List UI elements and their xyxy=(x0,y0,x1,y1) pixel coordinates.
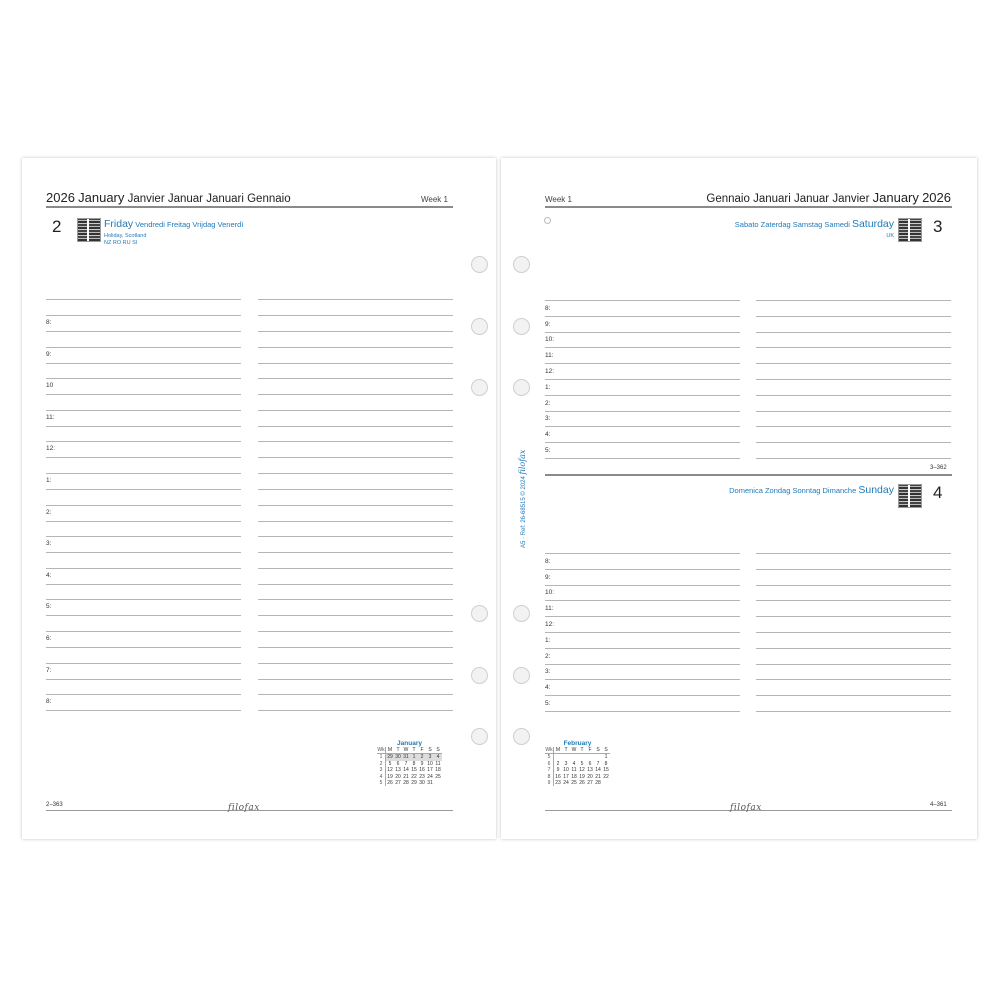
ruled-line xyxy=(258,710,453,711)
sunday-day-names xyxy=(729,484,894,496)
left-header-month: January xyxy=(78,190,125,205)
ruled-line xyxy=(46,473,241,474)
mini-calendar-day: 7 xyxy=(404,760,408,767)
left-mini-calendar-grid xyxy=(377,747,442,786)
ruled-line xyxy=(545,458,740,459)
mini-calendar-week-number: 8 xyxy=(545,774,554,780)
time-label: 10: xyxy=(545,589,555,597)
time-label: 3: xyxy=(545,668,551,676)
ruled-line xyxy=(756,347,951,348)
time-label: 12: xyxy=(545,621,555,628)
saturday-day-number: 3 xyxy=(933,217,943,236)
time-label: 3: xyxy=(545,415,551,423)
ruled-line xyxy=(545,300,740,301)
ruled-line xyxy=(258,315,453,316)
ruled-line xyxy=(46,521,241,522)
ruled-line xyxy=(46,694,241,695)
ruled-line xyxy=(258,347,453,348)
qr-code-icon[interactable] xyxy=(77,218,101,242)
left-page xyxy=(22,158,496,839)
ruled-line xyxy=(258,299,453,300)
ring-hole xyxy=(471,605,488,622)
ring-hole xyxy=(471,318,488,335)
saturday-day-names-other: Sabato Zaterdag Samstag Samedi xyxy=(734,220,850,229)
mini-calendar-day: 30 xyxy=(395,754,401,761)
mini-calendar-header: S xyxy=(594,747,602,754)
ruled-line xyxy=(756,458,951,459)
mini-calendar-day: 28 xyxy=(403,780,409,787)
left-day-number: 2 xyxy=(52,217,62,236)
ruled-line xyxy=(545,316,740,317)
time-label: 1: xyxy=(46,477,52,484)
circle-icon xyxy=(544,217,551,224)
ruled-line xyxy=(258,363,453,364)
ruled-line xyxy=(756,553,951,554)
sunday-day-number: 4 xyxy=(933,483,943,502)
time-label: 5: xyxy=(545,447,551,454)
ruled-line xyxy=(46,394,241,395)
left-holiday: Holiday, Scotland xyxy=(104,233,147,239)
mini-calendar-day: 2 xyxy=(418,754,426,761)
mini-calendar-day: 11 xyxy=(435,760,441,767)
mini-calendar-day: 3 xyxy=(564,760,568,767)
ruled-line xyxy=(258,694,453,695)
mini-calendar-header: S xyxy=(434,747,442,754)
saturday-day-name: Saturday xyxy=(851,218,894,230)
mini-calendar-header: F xyxy=(586,747,594,754)
ruled-line xyxy=(258,505,453,506)
mini-calendar-day: 5 xyxy=(580,760,584,767)
saturday-page-code: 3–362 xyxy=(930,465,947,471)
ruled-line xyxy=(258,599,453,600)
saturday-day-names xyxy=(735,218,894,230)
mini-calendar-day: 18 xyxy=(435,767,441,774)
ruled-line xyxy=(46,505,241,506)
mini-calendar-header: F xyxy=(418,747,426,754)
ruled-line xyxy=(258,331,453,332)
ruled-line xyxy=(756,569,951,570)
ruled-line xyxy=(545,664,740,665)
left-mini-calendar xyxy=(377,740,442,786)
mini-calendar-day: 6 xyxy=(588,760,592,767)
time-label: 9: xyxy=(545,320,551,328)
time-label: 10 xyxy=(46,382,54,390)
ruled-line xyxy=(545,426,740,427)
time-label: 8: xyxy=(545,557,551,565)
mini-calendar-day: 2 xyxy=(556,760,560,767)
spine-reference xyxy=(518,450,527,548)
ruled-line xyxy=(756,426,951,427)
mini-calendar-day: 8 xyxy=(412,760,416,767)
ruled-line xyxy=(756,316,951,317)
mini-calendar-day: 23 xyxy=(419,773,425,780)
ruled-line xyxy=(46,315,241,316)
ruled-line xyxy=(258,536,453,537)
time-label: 2: xyxy=(545,399,551,407)
mini-calendar-day: 22 xyxy=(411,773,417,780)
spine-text: A5 · Ref: 26-68515 © 2024 xyxy=(521,476,527,548)
ring-hole xyxy=(513,256,530,273)
ruled-line xyxy=(756,585,951,586)
ruled-line xyxy=(46,378,241,379)
time-label: 5: xyxy=(545,700,551,707)
mini-calendar-day xyxy=(570,754,578,761)
mini-calendar-day: 8 xyxy=(604,760,608,767)
right-mini-calendar xyxy=(545,740,610,786)
ring-hole xyxy=(513,379,530,396)
mini-calendar-day: 27 xyxy=(395,780,401,787)
mini-calendar-header: S xyxy=(602,747,610,754)
time-label: 4: xyxy=(46,571,52,579)
mini-calendar-day: 19 xyxy=(387,773,393,780)
mini-calendar-week-number: 2 xyxy=(377,761,386,767)
time-label: 4: xyxy=(545,684,551,692)
time-label: 7: xyxy=(46,666,52,674)
mini-calendar-header-row xyxy=(545,747,610,754)
ruled-line xyxy=(756,300,951,301)
ruled-line xyxy=(46,615,241,616)
time-label: 10: xyxy=(545,336,555,344)
mini-calendar-day: 17 xyxy=(563,773,569,780)
right-header-year: 2026 xyxy=(922,190,951,205)
mini-calendar-day: 12 xyxy=(579,767,585,774)
right-week-label: Week 1 xyxy=(545,195,572,204)
mini-calendar-day: 21 xyxy=(403,773,409,780)
time-label: 6: xyxy=(46,635,52,642)
ring-hole xyxy=(513,667,530,684)
mini-calendar-header: M xyxy=(554,747,563,754)
day-divider-rule xyxy=(545,474,952,476)
mini-calendar-header: W xyxy=(571,747,577,753)
ruled-line xyxy=(756,600,951,601)
ruled-line xyxy=(258,457,453,458)
ruled-line xyxy=(258,426,453,427)
left-header xyxy=(46,190,291,205)
ruled-line xyxy=(756,411,951,412)
ruled-line xyxy=(258,410,453,411)
mini-calendar-day: 1 xyxy=(410,754,418,761)
ring-hole xyxy=(513,605,530,622)
ruled-line xyxy=(545,600,740,601)
ruled-line xyxy=(258,394,453,395)
ruled-line xyxy=(258,441,453,442)
mini-calendar-day: 31 xyxy=(427,780,433,787)
ruled-line xyxy=(46,441,241,442)
time-label: 9: xyxy=(545,573,551,581)
mini-calendar-week-number: 3 xyxy=(377,767,386,773)
ring-hole xyxy=(471,667,488,684)
left-brand-logo: filofax xyxy=(228,803,260,813)
ruled-line xyxy=(46,489,241,490)
mini-calendar-day: 7 xyxy=(596,760,600,767)
mini-calendar-day: 25 xyxy=(435,773,441,780)
time-label: 11: xyxy=(545,352,554,360)
mini-calendar-day: 21 xyxy=(595,773,601,780)
mini-calendar-day: 24 xyxy=(427,773,433,780)
right-header-rule xyxy=(545,206,952,208)
mini-calendar-week-number: 4 xyxy=(377,774,386,780)
mini-calendar-day: 25 xyxy=(571,780,577,787)
time-label: 2: xyxy=(46,508,52,516)
ring-hole xyxy=(471,379,488,396)
ruled-line xyxy=(545,363,740,364)
mini-calendar-day: 3 xyxy=(426,754,434,761)
ruled-line xyxy=(258,679,453,680)
time-label: 8: xyxy=(46,319,52,326)
mini-calendar-day: 20 xyxy=(587,773,593,780)
time-label: 1: xyxy=(545,636,551,644)
mini-calendar-header: S xyxy=(426,747,434,754)
mini-calendar-day: 6 xyxy=(396,760,400,767)
ruled-line xyxy=(46,347,241,348)
mini-calendar-day: 24 xyxy=(563,780,569,787)
mini-calendar-header: T xyxy=(562,747,570,754)
ruled-line xyxy=(756,395,951,396)
mini-calendar-day: 23 xyxy=(555,780,561,787)
mini-calendar-day: 16 xyxy=(555,773,561,780)
mini-calendar-day: 27 xyxy=(587,780,593,787)
mini-calendar-week-row xyxy=(377,754,442,761)
qr-code-icon[interactable] xyxy=(898,484,922,508)
left-header-year: 2026 xyxy=(46,190,75,205)
ruled-line xyxy=(46,536,241,537)
left-page-code: 2–363 xyxy=(46,802,63,808)
ruled-line xyxy=(46,679,241,680)
mini-calendar-day xyxy=(562,754,570,761)
left-header-rule xyxy=(46,206,453,208)
time-label: 11: xyxy=(545,605,554,613)
mini-calendar-day: 15 xyxy=(411,767,417,774)
time-label: 3: xyxy=(46,540,52,548)
mini-calendar-week-row xyxy=(377,780,442,786)
ruled-line xyxy=(545,411,740,412)
mini-calendar-header: Wk xyxy=(545,747,553,753)
ruled-line xyxy=(756,632,951,633)
mini-calendar-day: 17 xyxy=(427,767,433,774)
mini-calendar-day: 9 xyxy=(420,760,424,767)
ruled-line xyxy=(46,568,241,569)
ruled-line xyxy=(545,679,740,680)
ruled-line xyxy=(545,648,740,649)
sunday-day-names-other: Domenica Zondag Sonntag Dimanche xyxy=(729,486,857,495)
time-label: 11: xyxy=(46,413,55,421)
ruled-line xyxy=(756,711,951,712)
mini-calendar-day: 10 xyxy=(427,760,433,767)
left-regions: NZ RO RU SI xyxy=(104,240,138,246)
ruled-line xyxy=(545,553,740,554)
mini-calendar-week-number: 5 xyxy=(545,754,554,761)
ruled-line xyxy=(545,585,740,586)
ruled-line xyxy=(756,664,951,665)
left-day-names-other: Vendredi Freitag Vrijdag Venerdì xyxy=(135,220,244,229)
mini-calendar-header: T xyxy=(394,747,402,754)
ring-hole xyxy=(471,728,488,745)
ruled-line xyxy=(756,332,951,333)
time-label: 9: xyxy=(46,350,52,358)
ruled-line xyxy=(545,711,740,712)
mini-calendar-day xyxy=(554,754,563,761)
ruled-line xyxy=(756,695,951,696)
mini-calendar-day: 14 xyxy=(403,767,409,774)
ring-hole xyxy=(471,256,488,273)
ruled-line xyxy=(545,695,740,696)
time-label: 5: xyxy=(46,603,52,611)
ring-hole xyxy=(513,728,530,745)
mini-calendar-day: 26 xyxy=(579,780,585,787)
ruled-line xyxy=(46,299,241,300)
mini-calendar-day: 9 xyxy=(556,767,560,774)
ruled-line xyxy=(756,648,951,649)
ruled-line xyxy=(258,489,453,490)
mini-calendar-week-number: 1 xyxy=(377,754,386,761)
time-label: 8: xyxy=(545,304,551,312)
mini-calendar-day: 16 xyxy=(419,767,425,774)
left-day-name: Friday xyxy=(104,218,134,230)
right-mini-calendar-grid xyxy=(545,747,610,786)
time-label: 1: xyxy=(545,383,551,391)
mini-calendar-day xyxy=(602,780,610,786)
mini-calendar-week-row xyxy=(545,780,610,786)
mini-calendar-day xyxy=(586,754,594,761)
mini-calendar-day: 18 xyxy=(571,773,577,780)
mini-calendar-day xyxy=(594,754,602,761)
saturday-regions: UK xyxy=(886,233,894,239)
ring-hole xyxy=(513,318,530,335)
ruled-line xyxy=(258,584,453,585)
ruled-line xyxy=(46,363,241,364)
mini-calendar-header: W xyxy=(403,747,409,753)
ruled-line xyxy=(46,710,241,711)
left-day-names xyxy=(104,218,243,230)
mini-calendar-day: 29 xyxy=(387,754,393,761)
ruled-line xyxy=(545,442,740,443)
mini-calendar-day: 4 xyxy=(572,760,576,767)
mini-calendar-week-number: 9 xyxy=(545,780,554,786)
mini-calendar-day xyxy=(578,754,586,761)
mini-calendar-header-row xyxy=(377,747,442,754)
time-label: 12: xyxy=(46,445,56,453)
ruled-line xyxy=(46,599,241,600)
right-header xyxy=(706,190,951,205)
mini-calendar-day: 29 xyxy=(411,780,417,787)
ruled-line xyxy=(258,568,453,569)
ruled-line xyxy=(46,631,241,632)
ruled-line xyxy=(545,347,740,348)
mini-calendar-day: 19 xyxy=(579,773,585,780)
ruled-line xyxy=(46,331,241,332)
ruled-line xyxy=(545,616,740,617)
right-header-months-other: Gennaio Januari Januar Janvier xyxy=(706,193,870,205)
mini-calendar-day: 28 xyxy=(595,780,601,787)
mini-calendar-header: T xyxy=(578,747,586,754)
ruled-line xyxy=(756,616,951,617)
ruled-line xyxy=(46,647,241,648)
mini-calendar-day: 20 xyxy=(395,773,401,780)
mini-calendar-header: T xyxy=(410,747,418,754)
mini-calendar-day: 14 xyxy=(595,767,601,774)
right-page-code: 4–361 xyxy=(930,802,947,808)
mini-calendar-day: 30 xyxy=(419,780,425,787)
mini-calendar-week-number: 7 xyxy=(545,767,554,773)
ruled-line xyxy=(258,378,453,379)
mini-calendar-day: 15 xyxy=(603,767,609,774)
qr-code-icon[interactable] xyxy=(898,218,922,242)
mini-calendar-day: 22 xyxy=(603,773,609,780)
mini-calendar-header: M xyxy=(386,747,395,754)
ruled-line xyxy=(545,395,740,396)
ruled-line xyxy=(756,379,951,380)
spine-brand-logo: filofax xyxy=(518,449,527,475)
left-week-label: Week 1 xyxy=(421,195,448,204)
ruled-line xyxy=(258,663,453,664)
mini-calendar-day: 13 xyxy=(587,767,593,774)
ruled-line xyxy=(46,584,241,585)
ruled-line xyxy=(46,552,241,553)
mini-calendar-week-number: 5 xyxy=(377,780,386,786)
time-label: 4: xyxy=(545,431,551,439)
ruled-line xyxy=(258,552,453,553)
ruled-line xyxy=(258,473,453,474)
ruled-line xyxy=(46,426,241,427)
ruled-line xyxy=(756,442,951,443)
ruled-line xyxy=(756,679,951,680)
ruled-line xyxy=(545,569,740,570)
mini-calendar-header: Wk xyxy=(377,747,385,753)
mini-calendar-day: 26 xyxy=(387,780,393,787)
mini-calendar-day: 12 xyxy=(387,767,393,774)
ruled-line xyxy=(545,632,740,633)
mini-calendar-day xyxy=(434,780,442,786)
left-mini-calendar-title: January xyxy=(397,740,422,747)
ruled-line xyxy=(258,631,453,632)
ruled-line xyxy=(258,615,453,616)
mini-calendar-day: 1 xyxy=(604,754,608,761)
ruled-line xyxy=(46,457,241,458)
ruled-line xyxy=(545,379,740,380)
ruled-line xyxy=(46,663,241,664)
time-label: 8: xyxy=(46,698,52,706)
ruled-line xyxy=(46,410,241,411)
ruled-line xyxy=(545,332,740,333)
right-brand-logo: filofax xyxy=(730,803,762,813)
mini-calendar-week-row xyxy=(545,754,610,761)
right-mini-calendar-title: February xyxy=(563,740,592,747)
ruled-line xyxy=(756,363,951,364)
mini-calendar-day: 11 xyxy=(571,767,577,774)
right-header-month: January xyxy=(872,190,919,205)
sunday-day-name: Sunday xyxy=(858,484,894,496)
ruled-line xyxy=(258,521,453,522)
mini-calendar-day: 4 xyxy=(434,754,442,761)
mini-calendar-day: 5 xyxy=(388,760,392,767)
left-header-months-other: Janvier Januar Januari Gennaio xyxy=(127,193,291,205)
mini-calendar-week-number: 6 xyxy=(545,761,554,767)
time-label: 12: xyxy=(545,368,555,375)
time-label: 2: xyxy=(545,652,551,660)
mini-calendar-day: 10 xyxy=(563,767,569,774)
ruled-line xyxy=(258,647,453,648)
mini-calendar-day: 13 xyxy=(395,767,401,774)
mini-calendar-day: 31 xyxy=(403,754,409,761)
